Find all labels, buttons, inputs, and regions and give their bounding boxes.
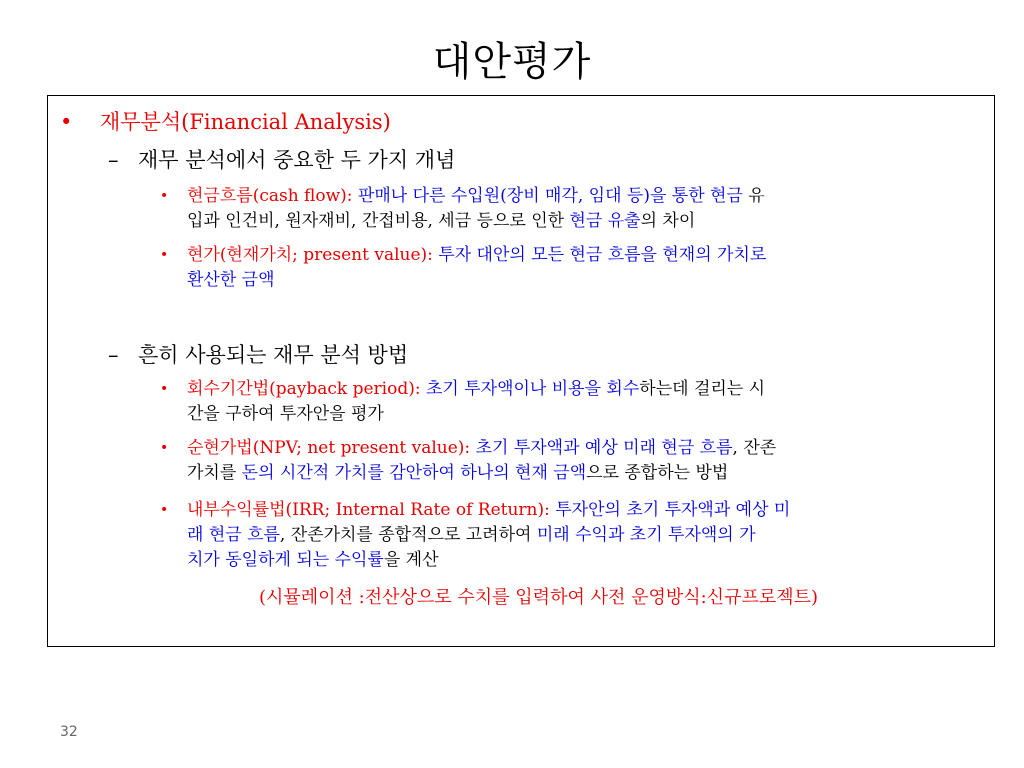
- item-line: [187, 461, 987, 486]
- term: 현금흐름(cash flow):: [187, 186, 358, 206]
- bullet-dot: •: [160, 381, 169, 397]
- sub-bullet-text: 흔히 사용되는 재무 분석 방법: [138, 343, 409, 367]
- definition: 돈의 시간적 가치를 감안하여 하나의 현재 금액: [241, 463, 587, 483]
- item-line: [187, 268, 987, 293]
- definition: 투자 대안의 모든 현금 흐름을 현재의 가치로: [438, 245, 767, 265]
- term: 순현가법(NPV; net present value):: [187, 438, 476, 458]
- text: 의 차이: [640, 211, 696, 231]
- text: 하는데 걸리는 시: [639, 379, 766, 399]
- item-line: [187, 436, 987, 461]
- text: 유: [742, 186, 765, 206]
- term: 회수기간법(payback period):: [187, 379, 426, 399]
- definition: 미래 수익과 초기 투자액의 가: [536, 525, 756, 545]
- bullet-dot: •: [60, 110, 73, 134]
- term: 현가(현재가치; present value):: [187, 245, 439, 265]
- definition: 현금 유출: [569, 211, 641, 231]
- item-line: [187, 377, 987, 402]
- bullet-dot: •: [160, 440, 169, 456]
- dash-marker: –: [108, 343, 119, 367]
- text: 간을 구하여 투자안을 평가: [187, 404, 384, 424]
- definition: 초기 투자액과 예상 미래 현금 흐름: [475, 438, 733, 458]
- item-line: [187, 402, 987, 427]
- item-line: [187, 184, 987, 209]
- item-line: [187, 523, 987, 548]
- item-line: [187, 548, 987, 573]
- bullet-dot: •: [160, 502, 169, 518]
- definition: 치가 동일하게 되는 수익률: [187, 550, 384, 570]
- sub-bullet-text: 재무 분석에서 중요한 두 가지 개념: [138, 148, 456, 172]
- item-line: [187, 209, 987, 234]
- text: , 잔존: [732, 438, 777, 458]
- text: 으로 종합하는 방법: [586, 463, 729, 483]
- text: 을 계산: [383, 550, 439, 570]
- definition: 초기 투자액이나 비용을 회수: [426, 379, 640, 399]
- dash-marker: –: [108, 148, 119, 172]
- item-line: [187, 243, 987, 268]
- bullet-dot: •: [160, 188, 169, 204]
- bullet-text: 재무분석(Financial Analysis): [100, 110, 391, 134]
- text: 입과 인건비, 원자재비, 간접비용, 세금 등으로 인한: [187, 211, 570, 231]
- text: 가치를: [187, 463, 242, 483]
- simulation-note: (시뮬레이션 :전산상으로 수치를 입력하여 사전 운영방식:신규프로젝트): [259, 587, 819, 608]
- text: , 잔존가치를 종합적으로 고려하여: [279, 525, 537, 545]
- definition: 환산한 금액: [187, 270, 275, 290]
- page-number: 32: [60, 724, 78, 740]
- item-line: [187, 498, 987, 523]
- slide-title: 대안평가: [432, 39, 592, 85]
- bullet-dot: •: [160, 247, 169, 263]
- definition: 래 현금 흐름: [187, 525, 280, 545]
- definition: 판매나 다른 수입원(장비 매각, 임대 등)을 통한 현금: [357, 186, 743, 206]
- definition: 투자안의 초기 투자액과 예상 미: [555, 500, 791, 520]
- term: 내부수익률법(IRR; Internal Rate of Return):: [187, 500, 556, 520]
